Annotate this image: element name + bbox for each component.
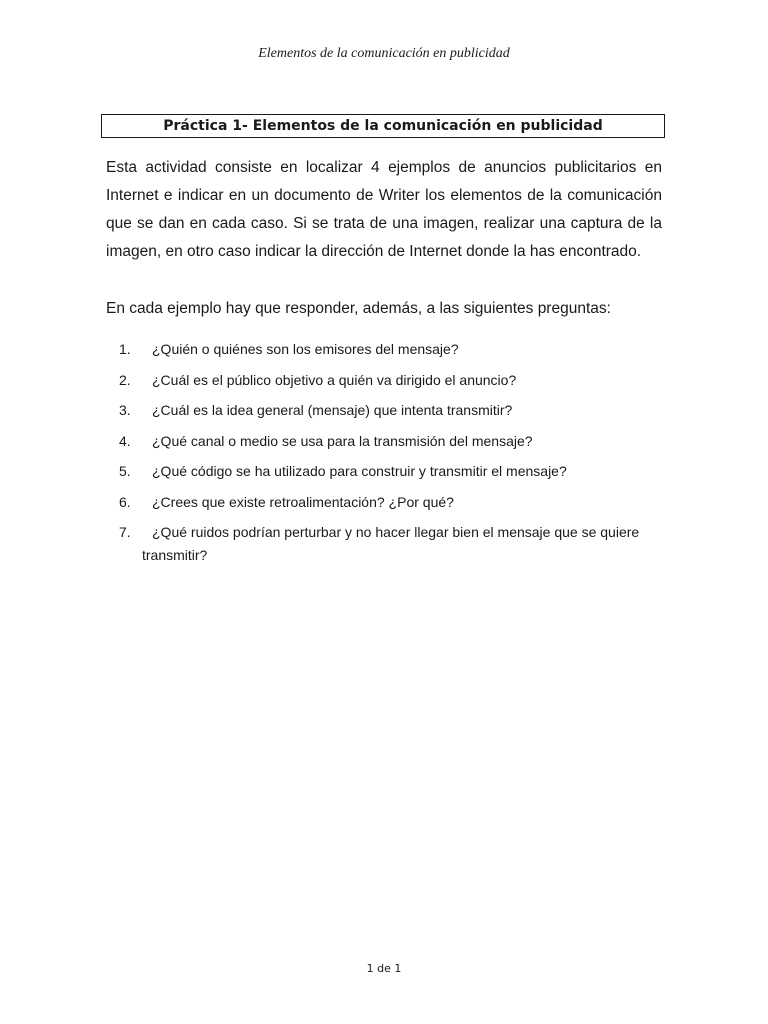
question-number: 1. (119, 341, 131, 357)
question-text: ¿Qué ruidos podrían perturbar y no hacer llegar bien el mensaje que se quiere transmitir? (142, 524, 640, 563)
question-text: ¿Qué código se ha utilizado para construir y transmitir el mensaje? (152, 463, 567, 479)
question-item (0, 521, 768, 567)
question-number: 7. (119, 524, 131, 540)
practice-title-box: Práctica 1- Elementos de la comunicación en publicidad (101, 114, 665, 138)
questions-lead: En cada ejemplo hay que responder, además, a las siguientes preguntas: (106, 300, 611, 317)
question-text: ¿Qué canal o medio se usa para la transmisión del mensaje? (152, 432, 533, 449)
question-text: ¿Cuál es el público objetivo a quién va dirigido el anuncio? (152, 371, 517, 388)
question-item (0, 460, 768, 483)
questions-list (0, 338, 768, 575)
question-item (0, 338, 768, 361)
question-number: 2. (119, 371, 131, 388)
question-text: ¿Cuál es la idea general (mensaje) que intenta transmitir? (152, 402, 513, 418)
question-item (0, 369, 768, 392)
question-number: 3. (119, 402, 131, 418)
page-header: Elementos de la comunicación en publicidad (258, 46, 510, 61)
question-item (0, 399, 768, 422)
question-item (0, 430, 768, 453)
question-text: ¿Crees que existe retroalimentación? ¿Por qué? (152, 493, 454, 510)
intro-paragraph: Esta actividad consiste en localizar 4 ejemplos de anuncios publicitarios en Internet e indicar en un documento de Writer los elementos de la comunicación que se dan en cada caso. Si se trata de una imagen, realizar una captura de la imagen, en otro caso indicar la dirección de Internet donde la has encontrado. (106, 159, 662, 260)
question-text: ¿Quién o quiénes son los emisores del mensaje? (152, 341, 459, 357)
question-number: 5. (119, 463, 131, 479)
page-number: 1 de 1 (366, 962, 402, 975)
question-item (0, 491, 768, 514)
question-number: 4. (119, 432, 131, 449)
question-number: 6. (119, 493, 131, 510)
